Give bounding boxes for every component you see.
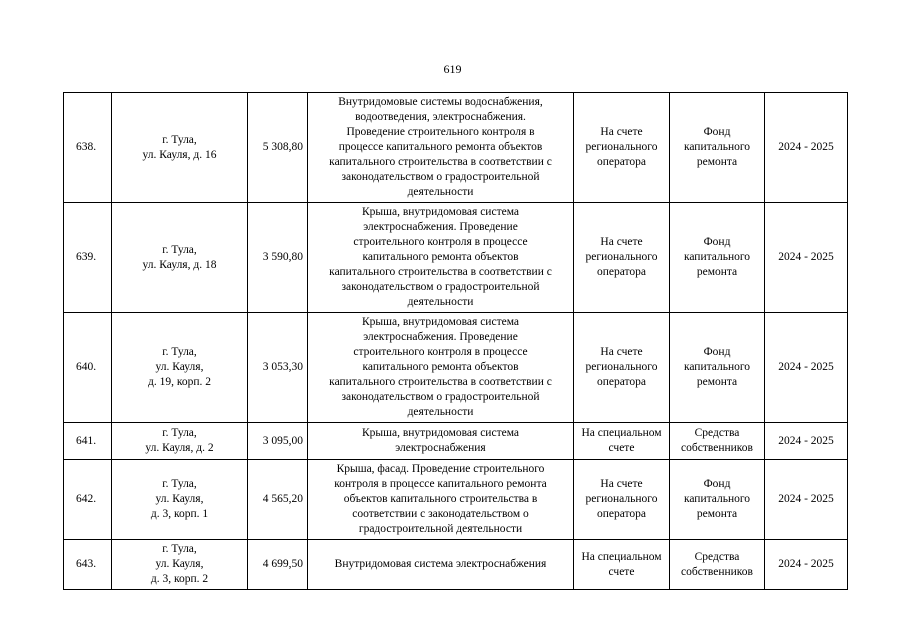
row-number: 641. bbox=[64, 423, 112, 460]
address-cell: г. Тула, ул. Кауля, д. 18 bbox=[112, 203, 248, 313]
funding-source-cell: Фонд капитального ремонта bbox=[670, 460, 765, 540]
row-number: 643. bbox=[64, 540, 112, 590]
works-cell: Крыша, внутридомовая система электроснабжения bbox=[308, 423, 574, 460]
row-number: 638. bbox=[64, 93, 112, 203]
cost-cell: 4 699,50 bbox=[248, 540, 308, 590]
works-cell: Внутридомовые системы водоснабжения, водоотведения, электроснабжения. Проведение строительного контроля в процессе капитального ремонта объектов капитального строительства в соответствии с законодательством о градостроительной деятельности bbox=[308, 93, 574, 203]
row-number: 639. bbox=[64, 203, 112, 313]
period-cell: 2024 - 2025 bbox=[765, 540, 848, 590]
table-row bbox=[64, 203, 848, 313]
period-cell: 2024 - 2025 bbox=[765, 93, 848, 203]
funding-source-cell: Средства собственников bbox=[670, 540, 765, 590]
address-cell: г. Тула, ул. Кауля, д. 19, корп. 2 bbox=[112, 313, 248, 423]
row-number: 642. bbox=[64, 460, 112, 540]
cost-cell: 5 308,80 bbox=[248, 93, 308, 203]
address-cell: г. Тула, ул. Кауля, д. 16 bbox=[112, 93, 248, 203]
account-cell: На специальном счете bbox=[574, 540, 670, 590]
works-cell: Внутридомовая система электроснабжения bbox=[308, 540, 574, 590]
account-cell: На счете регионального оператора bbox=[574, 460, 670, 540]
works-cell: Крыша, внутридомовая система электроснабжения. Проведение строительного контроля в процессе капитального ремонта объектов капитального строительства в соответствии с законодательством о градостроительной деятельности bbox=[308, 203, 574, 313]
funding-source-cell: Фонд капитального ремонта bbox=[670, 93, 765, 203]
account-cell: На счете регионального оператора bbox=[574, 203, 670, 313]
table-row bbox=[64, 313, 848, 423]
address-cell: г. Тула, ул. Кауля, д. 3, корп. 1 bbox=[112, 460, 248, 540]
account-cell: На счете регионального оператора bbox=[574, 93, 670, 203]
works-cell: Крыша, фасад. Проведение строительного контроля в процессе капитального ремонта объектов капитального строительства в соответствии с законодательством о градостроительной деятельности bbox=[308, 460, 574, 540]
funding-source-cell: Фонд капитального ремонта bbox=[670, 203, 765, 313]
address-cell: г. Тула, ул. Кауля, д. 3, корп. 2 bbox=[112, 540, 248, 590]
works-cell: Крыша, внутридомовая система электроснабжения. Проведение строительного контроля в процессе капитального ремонта объектов капитального строительства в соответствии с законодательством о градостроительной деятельности bbox=[308, 313, 574, 423]
account-cell: На специальном счете bbox=[574, 423, 670, 460]
repair-program-table bbox=[63, 92, 848, 590]
funding-source-cell: Средства собственников bbox=[670, 423, 765, 460]
cost-cell: 3 053,30 bbox=[248, 313, 308, 423]
period-cell: 2024 - 2025 bbox=[765, 460, 848, 540]
address-cell: г. Тула, ул. Кауля, д. 2 bbox=[112, 423, 248, 460]
cost-cell: 3 590,80 bbox=[248, 203, 308, 313]
row-number: 640. bbox=[64, 313, 112, 423]
table-row bbox=[64, 93, 848, 203]
funding-source-cell: Фонд капитального ремонта bbox=[670, 313, 765, 423]
period-cell: 2024 - 2025 bbox=[765, 423, 848, 460]
account-cell: На счете регионального оператора bbox=[574, 313, 670, 423]
table-row bbox=[64, 460, 848, 540]
period-cell: 2024 - 2025 bbox=[765, 313, 848, 423]
page-number: 619 bbox=[443, 62, 462, 76]
period-cell: 2024 - 2025 bbox=[765, 203, 848, 313]
table-row bbox=[64, 423, 848, 460]
cost-cell: 3 095,00 bbox=[248, 423, 308, 460]
cost-cell: 4 565,20 bbox=[248, 460, 308, 540]
table-row bbox=[64, 540, 848, 590]
